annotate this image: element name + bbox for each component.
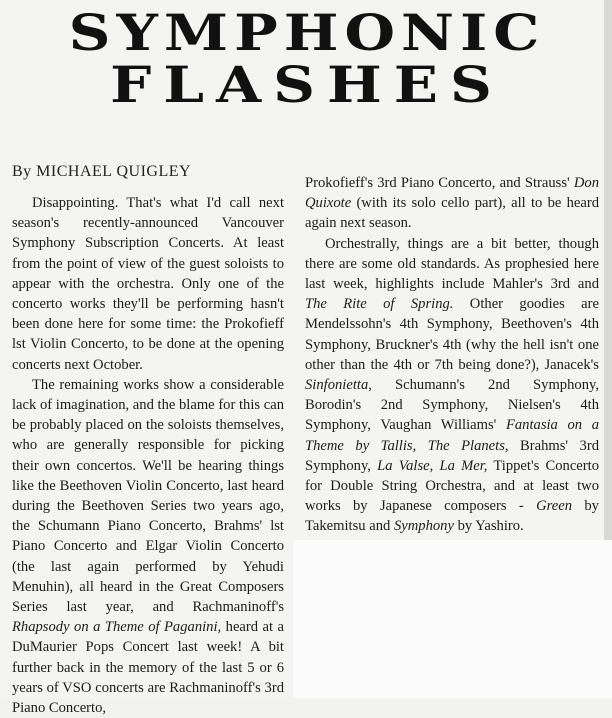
work-title-symphony: Symphony (393, 518, 454, 535)
article-column-1 (12, 193, 284, 718)
work-title-fantasia-planets: Fantasia on a Theme by Tallis, The Planets, (305, 417, 600, 454)
paragraph-2-text-b: heard at a DuMaurier Pops Concert last week! A bit further back in the memory of the last 5 or 6 years of VSO concerts are Rachmaninoff's 3rd Piano Concerto, (12, 619, 284, 717)
paragraph-1: Disappointing. That's what I'd call next season's recently-announced Vancouver Symphony Subscription Concerts. At least from the point of view of the guest soloists to appear with the orchestra. Only one of the concerto works they'll be performing hasn't been done here for some time: the Prokofieff lst Violin Concerto, to be done at the opening concerts next October. (12, 195, 284, 373)
work-title-sinfonietta: Sinfonietta, (305, 377, 372, 394)
paragraph-3-text-c: Schumann's 2nd Symphony, Borodin's 2nd Symphony, Nielsen's 4th Symphony, Vaughan Williams' (305, 377, 599, 434)
continuation-text-b: (with its solo cello part), all to be heard again next season. (305, 195, 599, 232)
work-title-rite-of-spring: The Rite of Spring. (305, 296, 454, 313)
work-title-green: Green (536, 498, 573, 515)
paragraph-2-text-a: The remaining works show a considerable lack of imagination, and the blame for this can be probably placed on the soloists themselves, who are generally responsible for picking their own concertos. We'll be hearing things like the Beethoven Violin Concerto, last heard during the Beethoven Series two years ago, the Schumann Piano Concerto, Brahms' lst Piano Concerto and Elgar Violin Concerto (the last again performed by Yehudi Menuhin), all heard in the Great Composers Series last year, and Rachmaninoff's (12, 376, 284, 616)
paragraph-3 (305, 234, 599, 537)
work-title-rhapsody: Rhapsody on a Theme of Paganini, (12, 619, 222, 636)
work-title-la-valse-la-mer: La Valse, La Mer, (377, 457, 488, 474)
work-title-don-quixote: Don Quixote (305, 175, 599, 212)
paragraph-3-text-d: Brahms' 3rd Symphony, (305, 437, 599, 474)
clipping-edge (604, 0, 612, 540)
paragraph-3-text-a: Orchestrally, things are a bit better, though there are some old standards. As prophesied here last week, highlights include Mahler's 3rd and (305, 235, 599, 293)
paragraph-3-text-f: by Takemitsu and (305, 498, 599, 535)
headline-line-2: FLASHES (110, 55, 504, 115)
byline: By MICHAEL QUIGLEY (12, 163, 192, 180)
headline (20, 3, 594, 118)
blank-area (293, 540, 612, 698)
paragraph-3-text-e: Tippet's Concerto for Double String Orchestra, and at least two works by Japanese composers - (305, 457, 599, 515)
paragraph-continuation (305, 173, 599, 234)
continuation-text-a: Prokofieff's 3rd Piano Concerto, and Strauss' (305, 175, 574, 191)
paragraph-2 (12, 375, 284, 718)
paragraph-3-text-b: Other goodies are Mendelssohn's 4th Symphony, Beethoven's 4th Symphony, Bruckner's 4th (why the hell isn't one other than the 4th or 7th being done?), Janacek's (305, 296, 599, 373)
headline-line-1: SYMPHONIC (68, 3, 546, 63)
article-column-2 (305, 173, 599, 537)
paragraph-3-text-g: by Yashiro. (453, 518, 524, 535)
